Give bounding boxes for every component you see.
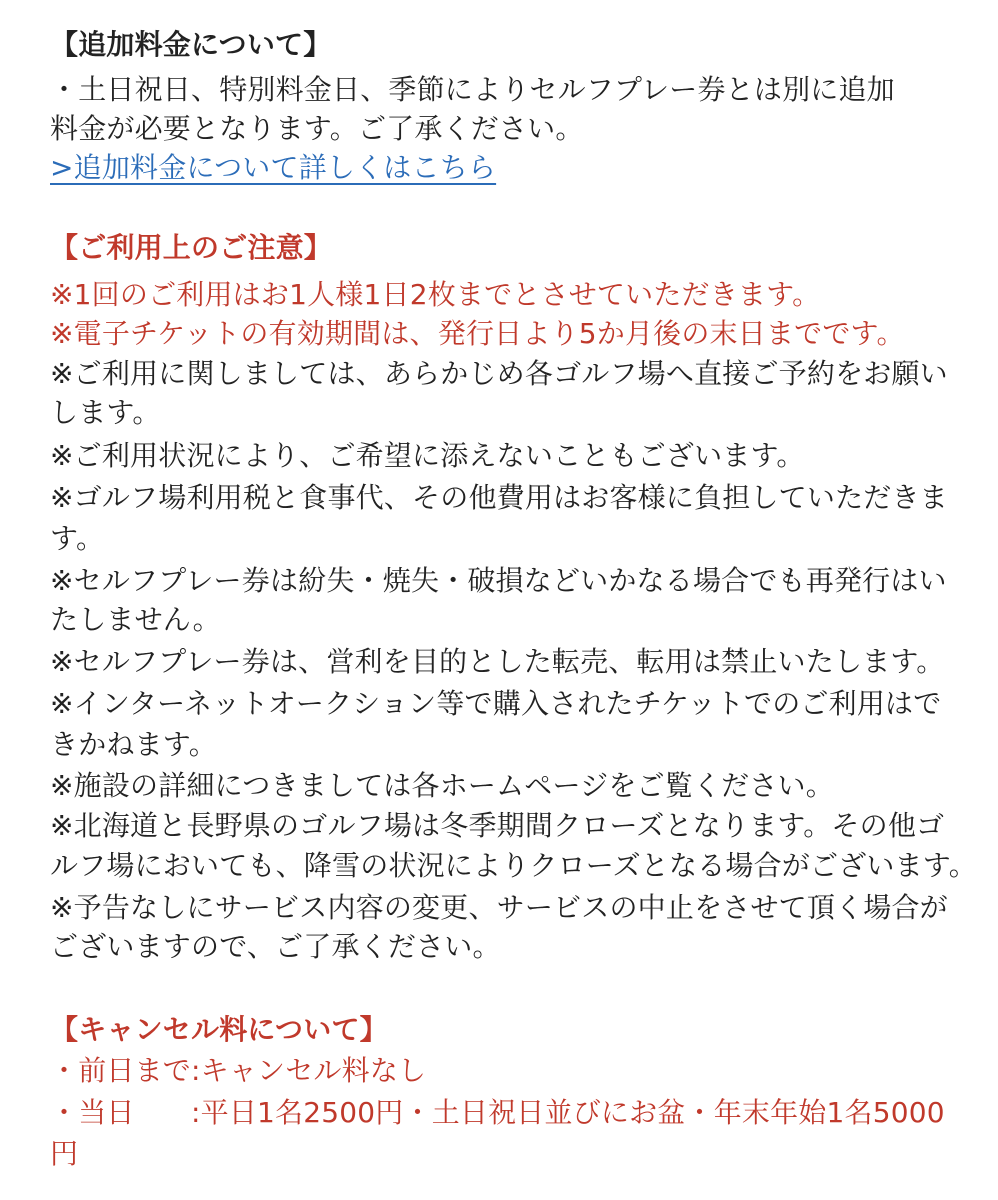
usage-note-line: ※北海道と長野県のゴルフ場は冬季期間クローズとなります。その他ゴ — [50, 809, 945, 842]
additional-fee-details-link[interactable]: >追加料金について詳しくはこちら — [50, 151, 497, 184]
additional-fee-heading: 【追加料金について】 — [50, 28, 332, 61]
usage-note-line: します。 — [50, 396, 161, 429]
usage-note-line: ※予告なしにサービス内容の変更、サービスの中止をさせて頂く場合が — [50, 891, 948, 924]
additional-fee-line: ・土日祝日、特別料金日、季節によりセルフプレー券とは別に追加 — [50, 73, 895, 106]
usage-note-red-line: ※1回のご利用はお1人様1日2枚までとさせていただきます。 — [50, 278, 821, 311]
usage-note-line: す。 — [50, 522, 105, 555]
usage-note-line: ※ご利用状況により、ご希望に添えないこともございます。 — [50, 439, 805, 472]
cancel-fee-line: ・前日まで:キャンセル料なし — [50, 1054, 427, 1087]
cancel-fee-heading: 【キャンセル料について】 — [50, 1013, 388, 1046]
usage-note-line: ルフ場においても、降雪の状況によりクローズとなる場合がございます。 — [50, 849, 977, 882]
usage-note-line: きかねます。 — [50, 728, 217, 761]
usage-note-line: ※施設の詳細につきましては各ホームページをご覧ください。 — [50, 769, 834, 802]
usage-note-line: ※ご利用に関しましては、あらかじめ各ゴルフ場へ直接ご予約をお願い — [50, 357, 948, 390]
usage-note-line: ※ゴルフ場利用税と食事代、その他費用はお客様に負担していただきま — [50, 481, 948, 514]
usage-note-line: ございますので、ご了承ください。 — [50, 930, 501, 963]
additional-fee-line: 料金が必要となります。ご了承ください。 — [50, 112, 584, 145]
cancel-fee-line: ・当日 :平日1名2500円・土日祝日並びにお盆・年末年始1名5000 — [50, 1096, 945, 1129]
usage-note-line: ※インターネットオークション等で購入されたチケットでのご利用はで — [50, 687, 942, 720]
usage-note-line: たしません。 — [50, 603, 221, 636]
cancel-fee-line: 円 — [50, 1137, 79, 1170]
usage-note-red-line: ※電子チケットの有効期間は、発行日より5か月後の末日までです。 — [50, 317, 905, 350]
usage-notes-heading: 【ご利用上のご注意】 — [50, 231, 333, 264]
usage-note-line: ※セルフプレー券は紛失・焼失・破損などいかなる場合でも再発行はい — [50, 564, 947, 597]
usage-note-line: ※セルフプレー券は、営利を目的とした転売、転用は禁止いたします。 — [50, 645, 945, 678]
